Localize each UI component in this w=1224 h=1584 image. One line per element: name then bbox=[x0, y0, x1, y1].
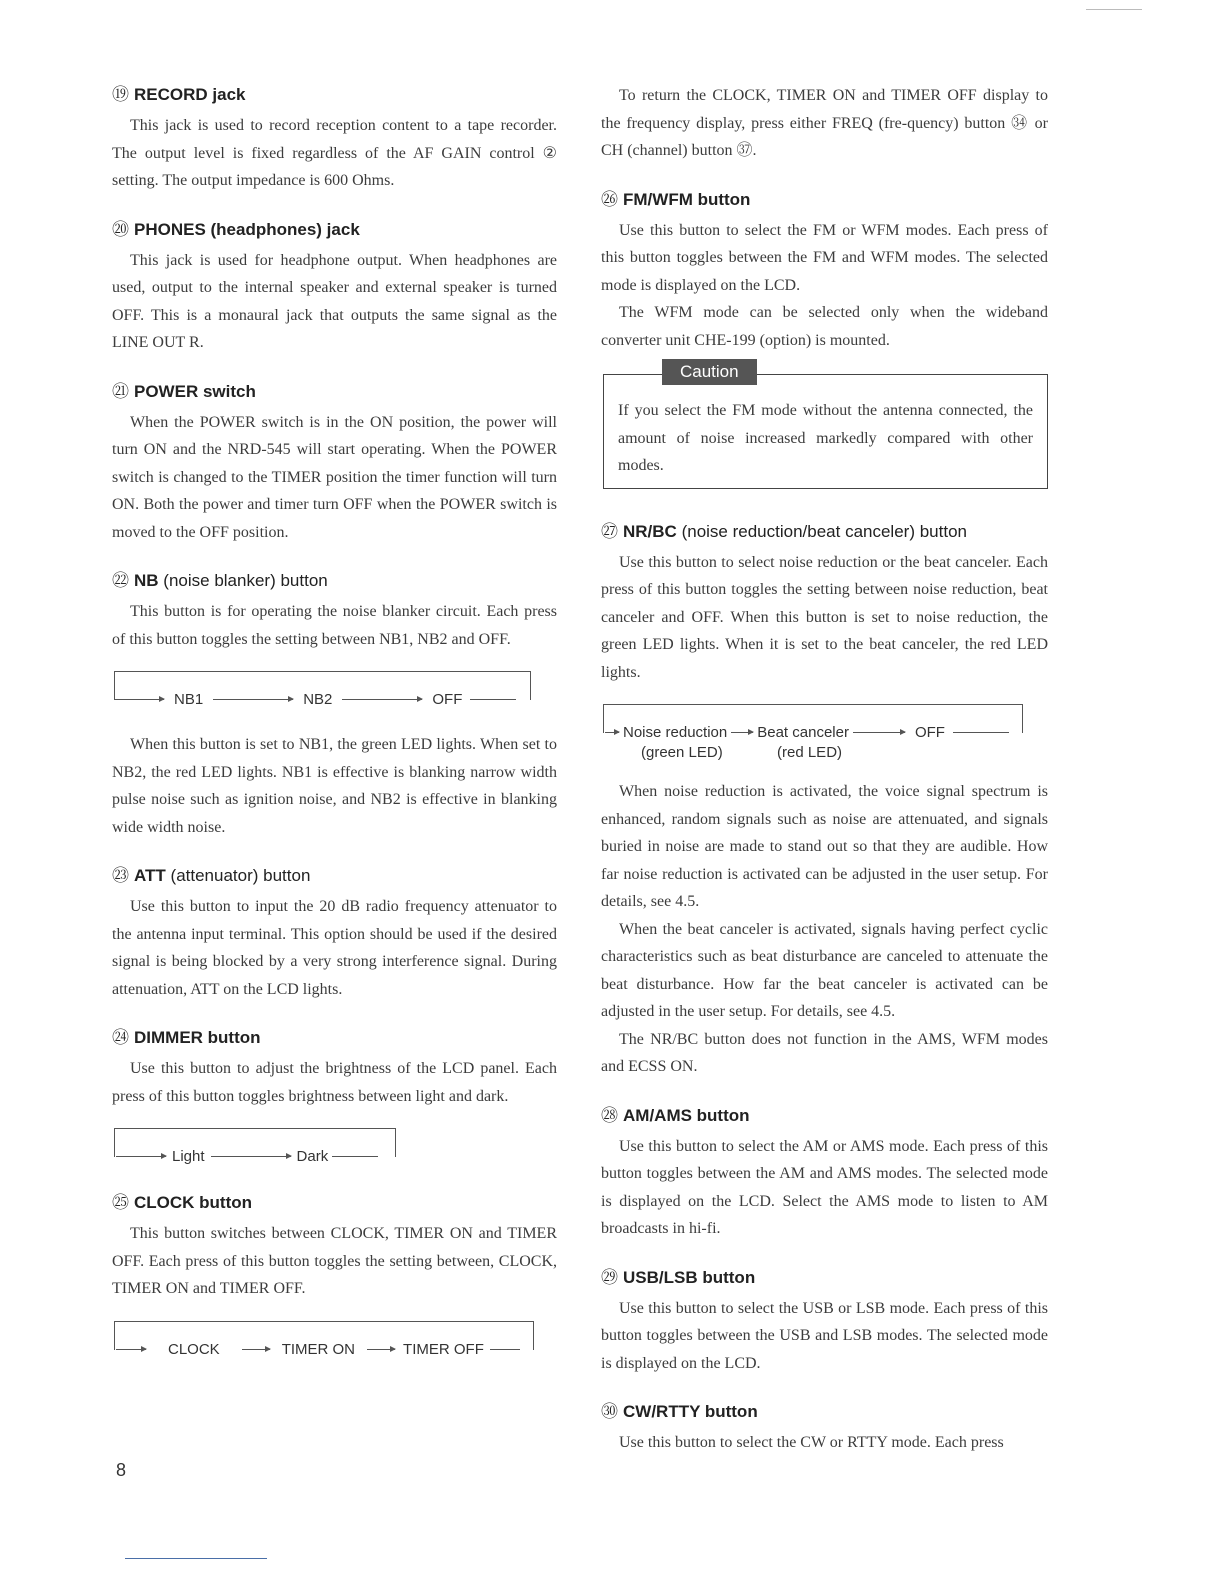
section-heading bbox=[601, 1103, 1048, 1129]
arrow bbox=[367, 1349, 395, 1350]
arrow bbox=[242, 1349, 270, 1350]
paragraph: When the POWER switch is in the ON position, the power will turn ON and the NRD-545 will start operating. When the POWER switch is changed to the TIMER position the timer function will turn ON. Both the power and timer turn OFF when the POWER switch is moved to the OFF position. bbox=[112, 413, 557, 541]
section-heading bbox=[112, 379, 557, 405]
caution-box bbox=[603, 362, 1048, 489]
state-label: CLOCK bbox=[168, 1340, 220, 1358]
item-number: ㉑ bbox=[112, 381, 129, 401]
state-label: NB2 bbox=[303, 691, 333, 708]
heading-subtext: (attenuator) button bbox=[170, 866, 311, 885]
state-label: OFF bbox=[432, 691, 463, 708]
paragraph: When this button is set to NB1, the green LED lights. When set to NB2, the red LED lights. NB1 is effective is blanking narrow width pulse noise such as ignition noise, and NB2 is effective in blanking wide width noise. bbox=[112, 736, 557, 836]
paragraph: This jack is used for headphone output. When headphones are used, output to the internal speaker and external speaker is turned OFF. This is a monaural jack that outputs the same signal as the LINE OUT R. bbox=[112, 251, 557, 351]
heading-text: ATT bbox=[134, 866, 166, 885]
item-number: ㉓ bbox=[112, 866, 129, 885]
state-label: TIMER OFF bbox=[403, 1340, 484, 1358]
heading-text: POWER switch bbox=[134, 381, 256, 401]
heading-text: FM/WFM button bbox=[623, 189, 751, 209]
arrow bbox=[731, 732, 753, 733]
heading-subtext: (noise reduction/beat canceler) button bbox=[681, 521, 967, 541]
nr-bc-cycle-diagram bbox=[603, 704, 1048, 761]
paragraph: Use this button to select noise reduction or the beat canceler. Each press of this button toggles the setting between noise reduction, beat canceler and OFF. When this button is set to noise reduction, the green LED lights. When it is set to the beat canceler, the red LED lights. bbox=[601, 553, 1048, 681]
heading-text: NR/BC bbox=[623, 521, 677, 541]
paragraph: This button switches between CLOCK, TIMER ON and TIMER OFF. Each press of this button toggles the setting between, CLOCK, TIMER ON and TIMER OFF. bbox=[112, 1225, 557, 1297]
paragraph: Use this button to select the FM or WFM modes. Each press of this button toggles between the FM and WFM modes. The selected mode is displayed on the LCD. bbox=[601, 221, 1048, 294]
section-heading bbox=[112, 568, 557, 594]
section-nr-bc-button bbox=[601, 519, 1048, 1081]
section-heading bbox=[112, 863, 557, 889]
section-heading bbox=[112, 217, 557, 243]
page-number: 8 bbox=[116, 1460, 127, 1480]
section-phones-jack bbox=[112, 217, 557, 357]
section-heading bbox=[112, 82, 557, 108]
heading-text: CLOCK button bbox=[134, 1193, 253, 1212]
state-label: Dark bbox=[296, 1148, 329, 1165]
section-clock-button bbox=[112, 1190, 557, 1361]
paragraph: The WFM mode can be selected only when the wideband converter unit CHE-199 (option) is mounted. bbox=[601, 304, 1048, 349]
section-cw-rtty-button bbox=[601, 1399, 1048, 1457]
state-label: OFF bbox=[914, 724, 945, 741]
left-column bbox=[112, 82, 557, 1383]
return-line bbox=[490, 1349, 520, 1350]
paragraph: To return the CLOCK, TIMER ON and TIMER OFF display to the frequency display, press either FREQ (fre-quency) button ㉞ or CH (channel) button ㊲. bbox=[601, 87, 1048, 159]
led-note: (red LED) bbox=[777, 744, 843, 761]
bottom-rule bbox=[125, 1558, 267, 1559]
paragraph: The NR/BC button does not function in the AMS, WFM modes and ECSS ON. bbox=[601, 1030, 1048, 1075]
section-heading bbox=[601, 1399, 1048, 1425]
heading-text: PHONES (headphones) jack bbox=[134, 219, 360, 239]
top-rule bbox=[1086, 9, 1142, 10]
clock-return-note bbox=[601, 82, 1048, 165]
state-label: NB1 bbox=[174, 691, 204, 708]
paragraph: Use this button to select the CW or RTTY mode. Each press bbox=[619, 1434, 1004, 1451]
heading-text: NB bbox=[134, 571, 159, 590]
arrow bbox=[605, 732, 619, 733]
arrow bbox=[342, 699, 422, 700]
paragraph: This jack is used to record reception content to a tape recorder. The output level is fixed regardless of the AF GAIN control ② setting. The output impedance is 600 Ohms. bbox=[112, 117, 557, 189]
section-fm-wfm-button bbox=[601, 187, 1048, 355]
arrow bbox=[213, 699, 293, 700]
item-number: ㉙ bbox=[601, 1267, 618, 1287]
section-heading bbox=[601, 519, 1048, 545]
section-nb-button bbox=[112, 568, 557, 841]
state-label: TIMER ON bbox=[281, 1340, 356, 1358]
paragraph: Use this button to input the 20 dB radio frequency attenuator to the antenna input terminal. This option should be used if the desired signal is being blocked by a very strong interference signal. During attenuation, ATT on the LCD lights. bbox=[112, 898, 557, 998]
item-number: ⑳ bbox=[112, 219, 129, 239]
item-number: ㉚ bbox=[601, 1402, 618, 1421]
paragraph: This button is for operating the noise blanker circuit. Each press of this button toggles the setting between NB1, NB2 and OFF. bbox=[112, 603, 557, 648]
state-label: Light bbox=[172, 1148, 205, 1165]
section-heading bbox=[112, 1190, 557, 1216]
arrow bbox=[853, 732, 905, 733]
led-note: (green LED) bbox=[641, 744, 723, 761]
item-number: ㉖ bbox=[601, 189, 618, 209]
section-power-switch bbox=[112, 379, 557, 547]
heading-text: CW/RTTY button bbox=[623, 1402, 758, 1421]
section-att-button bbox=[112, 863, 557, 1003]
arrow bbox=[116, 1349, 146, 1350]
item-number: ⑲ bbox=[112, 85, 129, 104]
paragraph: When the beat canceler is activated, signals having perfect cyclic characteristics such as beat disturbance are canceled to attenuate the beat disturbance. How far the beat canceler is activated can be adjusted in the user setup. For details, see 4.5. bbox=[601, 920, 1048, 1020]
item-number: ㉘ bbox=[601, 1105, 618, 1125]
item-number: ㉗ bbox=[601, 521, 618, 541]
paragraph: When noise reduction is activated, the voice signal spectrum is enhanced, random signals such as noise are attenuated, and signals buried in noise are made to stand out so that they are audible. How far noise reduction is activated can be adjusted in the user setup. For details, see 4.5. bbox=[601, 783, 1048, 910]
item-number: ㉒ bbox=[112, 571, 129, 590]
caution-label: Caution bbox=[662, 359, 757, 385]
return-line bbox=[470, 699, 516, 700]
heading-text: DIMMER button bbox=[134, 1028, 261, 1047]
heading-text: RECORD jack bbox=[134, 85, 246, 104]
right-column bbox=[601, 82, 1048, 1479]
heading-text: AM/AMS button bbox=[623, 1105, 750, 1125]
section-usb-lsb-button bbox=[601, 1265, 1048, 1378]
item-number: ㉕ bbox=[112, 1193, 129, 1212]
arrow bbox=[116, 1156, 166, 1157]
section-heading bbox=[112, 1025, 557, 1051]
clock-cycle-diagram bbox=[114, 1321, 557, 1361]
caution-text: If you select the FM mode without the antenna connected, the amount of noise increased markedly compared with other modes. bbox=[618, 402, 1033, 474]
state-label: Noise reduction bbox=[623, 724, 728, 741]
paragraph: Use this button to adjust the brightness of the LCD panel. Each press of this button toggles brightness between light and dark. bbox=[112, 1060, 557, 1105]
section-heading bbox=[601, 187, 1048, 213]
heading-subtext: (noise blanker) button bbox=[163, 571, 328, 590]
nb-cycle-diagram bbox=[114, 671, 557, 711]
heading-text: USB/LSB button bbox=[623, 1267, 756, 1287]
arrow bbox=[114, 699, 164, 700]
section-heading bbox=[601, 1265, 1048, 1291]
arrow bbox=[211, 1156, 291, 1157]
item-number: ㉔ bbox=[112, 1028, 129, 1047]
paragraph: Use this button to select the USB or LSB mode. Each press of this button toggles between the USB and LSB modes. The selected mode is displayed on the LCD. bbox=[601, 1299, 1048, 1372]
dimmer-cycle-diagram bbox=[114, 1128, 557, 1168]
return-line bbox=[953, 732, 1009, 733]
section-record-jack bbox=[112, 82, 557, 195]
section-dimmer-button bbox=[112, 1025, 557, 1168]
paragraph: Use this button to select the AM or AMS mode. Each press of this button toggles between the AM and AMS modes. The selected mode is displayed on the LCD. Select the AMS mode to listen to AM broadcasts in hi-fi. bbox=[601, 1137, 1048, 1237]
return-line bbox=[332, 1156, 378, 1157]
section-am-ams-button bbox=[601, 1103, 1048, 1243]
state-label: Beat canceler bbox=[757, 724, 849, 741]
